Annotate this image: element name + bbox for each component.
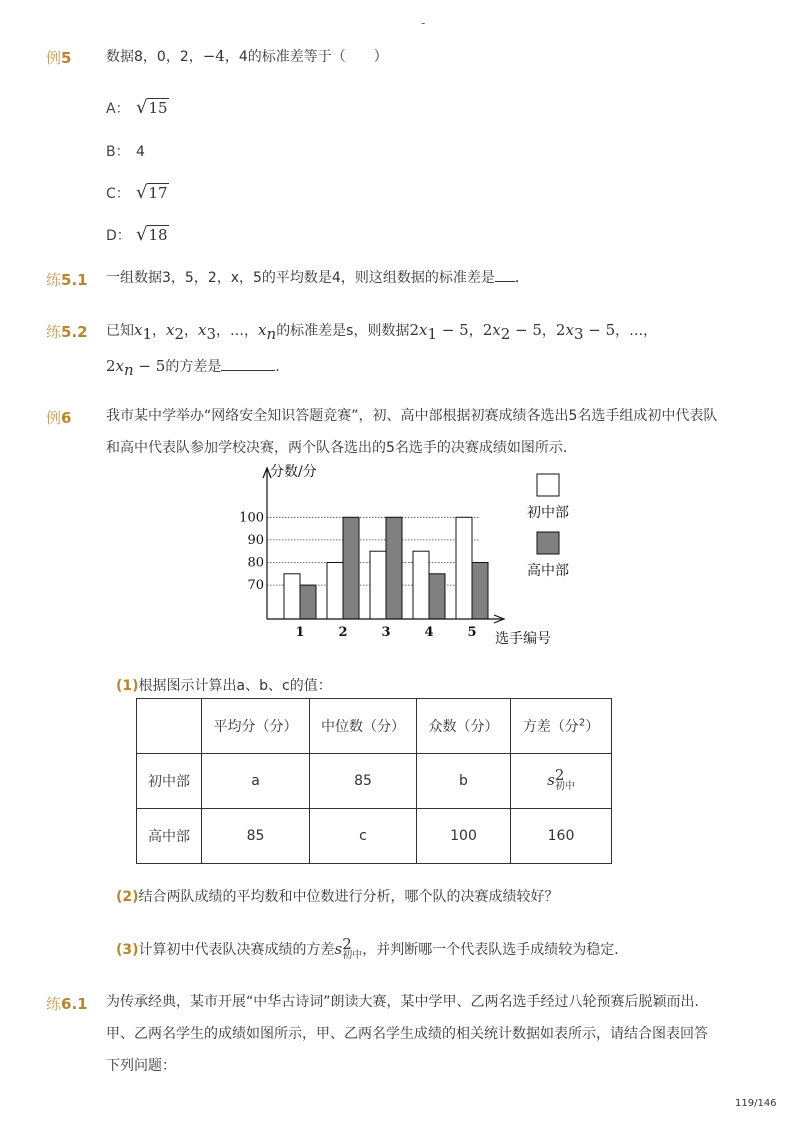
x-tick-label: 3 xyxy=(381,625,391,640)
table-header-cell: 方差（分$^2$） xyxy=(511,699,612,754)
sqrt-18: √18 xyxy=(136,224,168,245)
bar-senior xyxy=(429,574,445,619)
bar-junior xyxy=(284,574,300,619)
table-cell: b xyxy=(417,754,511,809)
sqrt-15: √15 xyxy=(136,97,168,118)
table-cell: 160 xyxy=(511,809,612,864)
legend-label: 初中部 xyxy=(527,505,569,521)
legend-swatch xyxy=(537,532,559,554)
practice-5-1-tag: 练5.1 xyxy=(46,271,88,289)
sub-question-1: (1)根据图示计算出a、b、c的值： xyxy=(116,678,332,694)
y-tick-label: 70 xyxy=(247,578,264,594)
legend-label: 高中部 xyxy=(527,563,569,579)
x-axis-title: 选手编号 xyxy=(495,631,551,647)
table-row xyxy=(137,809,612,864)
table-header-cell: 中位数（分） xyxy=(310,699,417,754)
legend-swatch xyxy=(537,474,559,496)
table-cell: 高中部 xyxy=(137,809,202,864)
sub-question-3: (3)计算初中代表队决赛成绩的方差s 2 初中 ，并判断哪一个代表队选手成绩较为稳定． xyxy=(116,935,629,961)
page-number: 119/146 xyxy=(735,1098,777,1109)
y-tick-label: 100 xyxy=(239,510,264,526)
table-cell: 100 xyxy=(417,809,511,864)
option-c[interactable]: C： √17 xyxy=(106,182,168,203)
table-cell: 初中部 xyxy=(137,754,202,809)
bar-senior xyxy=(300,585,316,619)
bar-junior xyxy=(456,517,472,619)
example-6-question: 我市某中学举办“网络安全知识答题竞赛”，初、高中部根据初赛成绩各选出5名选手组成初中代表队和高中代表队参加学校决赛，两个队各选出的5名选手的决赛成绩如图所示． xyxy=(106,408,718,456)
x-tick-label: 1 xyxy=(295,625,305,640)
practice-5-1-question: 一组数据3，5，2，x，5的平均数是4，则这组数据的标准差是 ． xyxy=(106,262,726,294)
x-tick-label: 5 xyxy=(467,625,477,640)
table-header-cell xyxy=(137,699,202,754)
table-row xyxy=(137,754,612,809)
bar-senior xyxy=(343,517,359,619)
table-header-cell: 平均分（分） xyxy=(202,699,310,754)
practice-6-1-tag: 练6.1 xyxy=(46,995,88,1013)
x-tick-label: 2 xyxy=(338,625,348,640)
option-a[interactable]: A： √15 xyxy=(106,97,168,118)
option-d[interactable]: D： √18 xyxy=(106,224,168,245)
stats-table xyxy=(136,698,612,864)
bar-junior xyxy=(370,551,386,619)
table-header-row xyxy=(137,699,612,754)
practice-5-2-tag: 练5.2 xyxy=(46,323,88,341)
table-cell: 85 xyxy=(310,754,417,809)
y-axis-title: 分数/分 xyxy=(270,464,317,480)
y-tick-label: 90 xyxy=(247,532,264,548)
table-cell: c xyxy=(310,809,417,864)
example-6-tag: 例6 xyxy=(46,409,72,427)
option-b[interactable]: B： 4 xyxy=(106,144,145,160)
table-header-cell: 众数（分） xyxy=(417,699,511,754)
sub-question-2: (2)结合两队成绩的平均数和中位数进行分析，哪个队的决赛成绩较好？ xyxy=(116,889,559,905)
table-cell: s 2 初中 xyxy=(511,754,612,809)
bar-junior xyxy=(413,551,429,619)
x-tick-label: 4 xyxy=(424,625,434,640)
table-cell: 85 xyxy=(202,809,310,864)
header-mark: - xyxy=(421,16,426,30)
bar-senior xyxy=(386,517,402,619)
bar-senior xyxy=(472,563,488,620)
practice-6-1-question: 为传承经典，某市开展“中华古诗词”朗读大赛，某中学甲、乙两名选手经过八轮预赛后脱颖而出．甲、乙两名学生的成绩如图所示，甲、乙两名学生成绩的相关统计数据如表所示，请结合图表回答下列问题： xyxy=(106,994,709,1074)
practice-5-2-question: 已知$x_1$，$x_2$，$x_3$，…，$x_n$的标准差是s，则数据$2x_1 - 5$，$2x_2 - 5$，$2x_3 - 5$，…， $2x_n - 5$的方差是 ． xyxy=(106,321,658,379)
table-cell: a xyxy=(202,754,310,809)
y-tick-label: 80 xyxy=(247,555,264,571)
example-5-tag: 例5 xyxy=(46,49,72,67)
score-bar-chart xyxy=(230,456,590,656)
example-5-question: 数据8，0，2，−4，4的标准差等于（ ） xyxy=(106,47,388,65)
sqrt-17: √17 xyxy=(136,182,168,203)
bar-junior xyxy=(327,563,343,620)
